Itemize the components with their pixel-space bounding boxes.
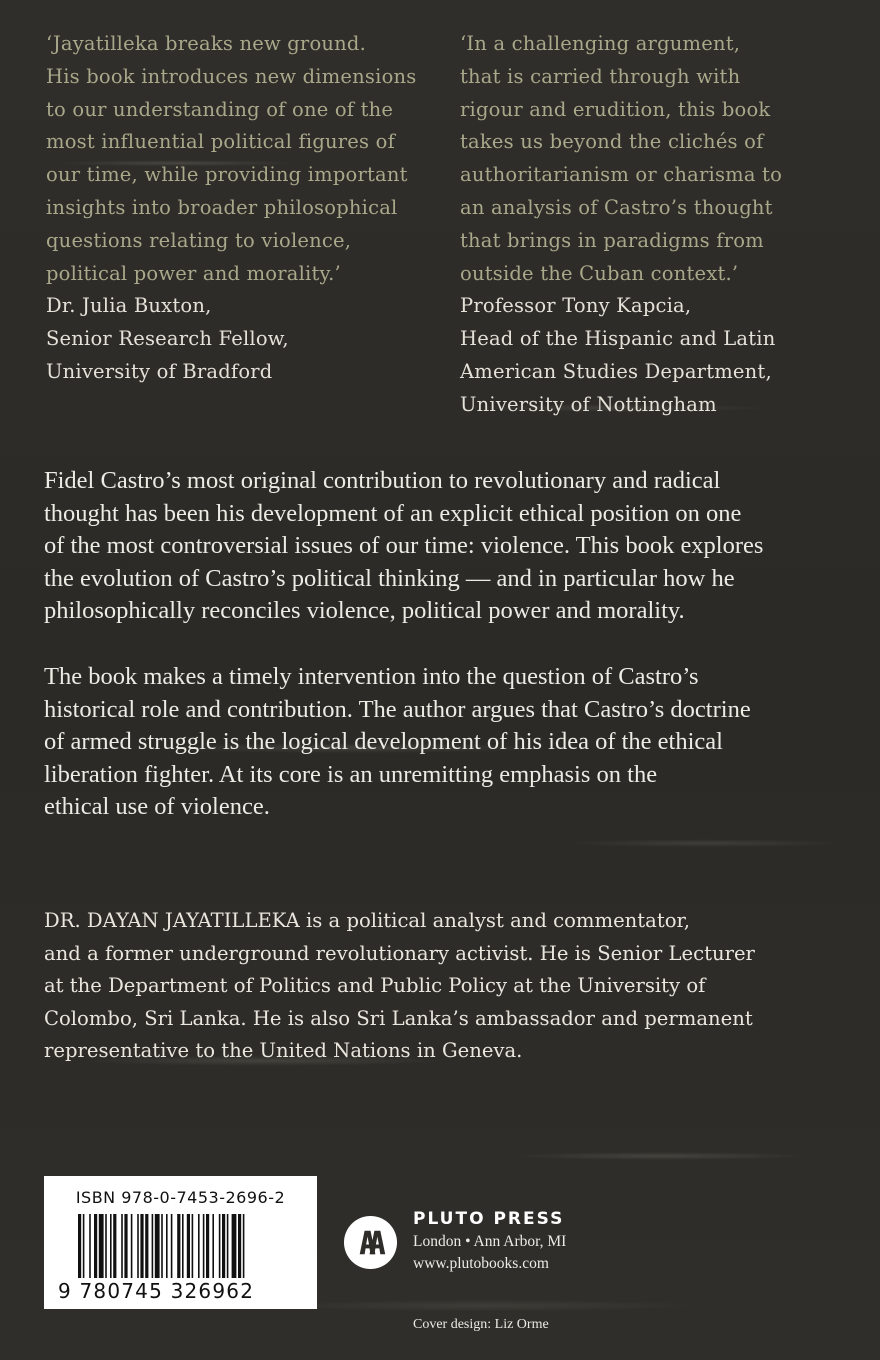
isbn-barcode [44,1176,317,1309]
review-quote-text: ‘Jayatilleka breaks new ground. His book introduces new dimensions to our understanding of one of the most influential political figures of our time, while providing important insights into broader philosophical questions relating to violence, political power and morality.’ [46,32,417,285]
publisher-url: www.plutobooks.com [413,1255,549,1272]
barcode-icon [78,1214,298,1280]
book-description-paragraph-2: The book makes a timely intervention into the question of Castro’s historical role and contribution. The author argues that Castro’s doctrine of armed struggle is the logical development of his idea of the ethical liberation fighter. At its core is an unremitting emphasis on the ethical use of violence. [44,663,751,820]
author-bio: DR. DAYAN JAYATILLEKA is a political analyst and commentator, and a former underground revolutionary activist. He is Senior Lecturer at the Department of Politics and Public Policy at the University of Colombo, Sri Lanka. He is also Sri Lanka’s ambassador and permanent representative to the United Nations in Geneva. [44,909,755,1062]
review-quote-right [460,28,860,422]
review-quote-text: ‘In a challenging argument, that is carried through with rigour and erudition, this book takes us beyond the clichés of authoritarianism or charisma to an analysis of Castro’s thought that brings in paradigms from outside the Cuban context.’ [460,32,783,285]
cover-design-credit: Cover design: Liz Orme [413,1317,549,1332]
pluto-press-logo-icon [343,1215,398,1270]
isbn-label: ISBN 978-0-7453-2696-2 [75,1188,286,1207]
ean-digits: 9 780745 326962 [58,1279,255,1303]
review-quote-left [46,28,426,389]
publisher-location: London • Ann Arbor, MI [413,1233,567,1250]
publisher-name: PLUTO PRESS [413,1209,565,1229]
review-quote-attribution: Dr. Julia Buxton, Senior Research Fellow, University of Bradford [46,294,289,383]
review-quote-attribution: Professor Tony Kapcia, Head of the Hispanic and Latin American Studies Department, University of Nottingham [460,294,776,416]
book-description-paragraph-1: Fidel Castro’s most original contribution to revolutionary and radical thought has been his development of an explicit ethical position on one of the most controversial issues of our time: violence. This book explores the evolution of Castro’s political thinking — and in particular how he philosophically reconciles violence, political power and morality. [44,467,764,624]
